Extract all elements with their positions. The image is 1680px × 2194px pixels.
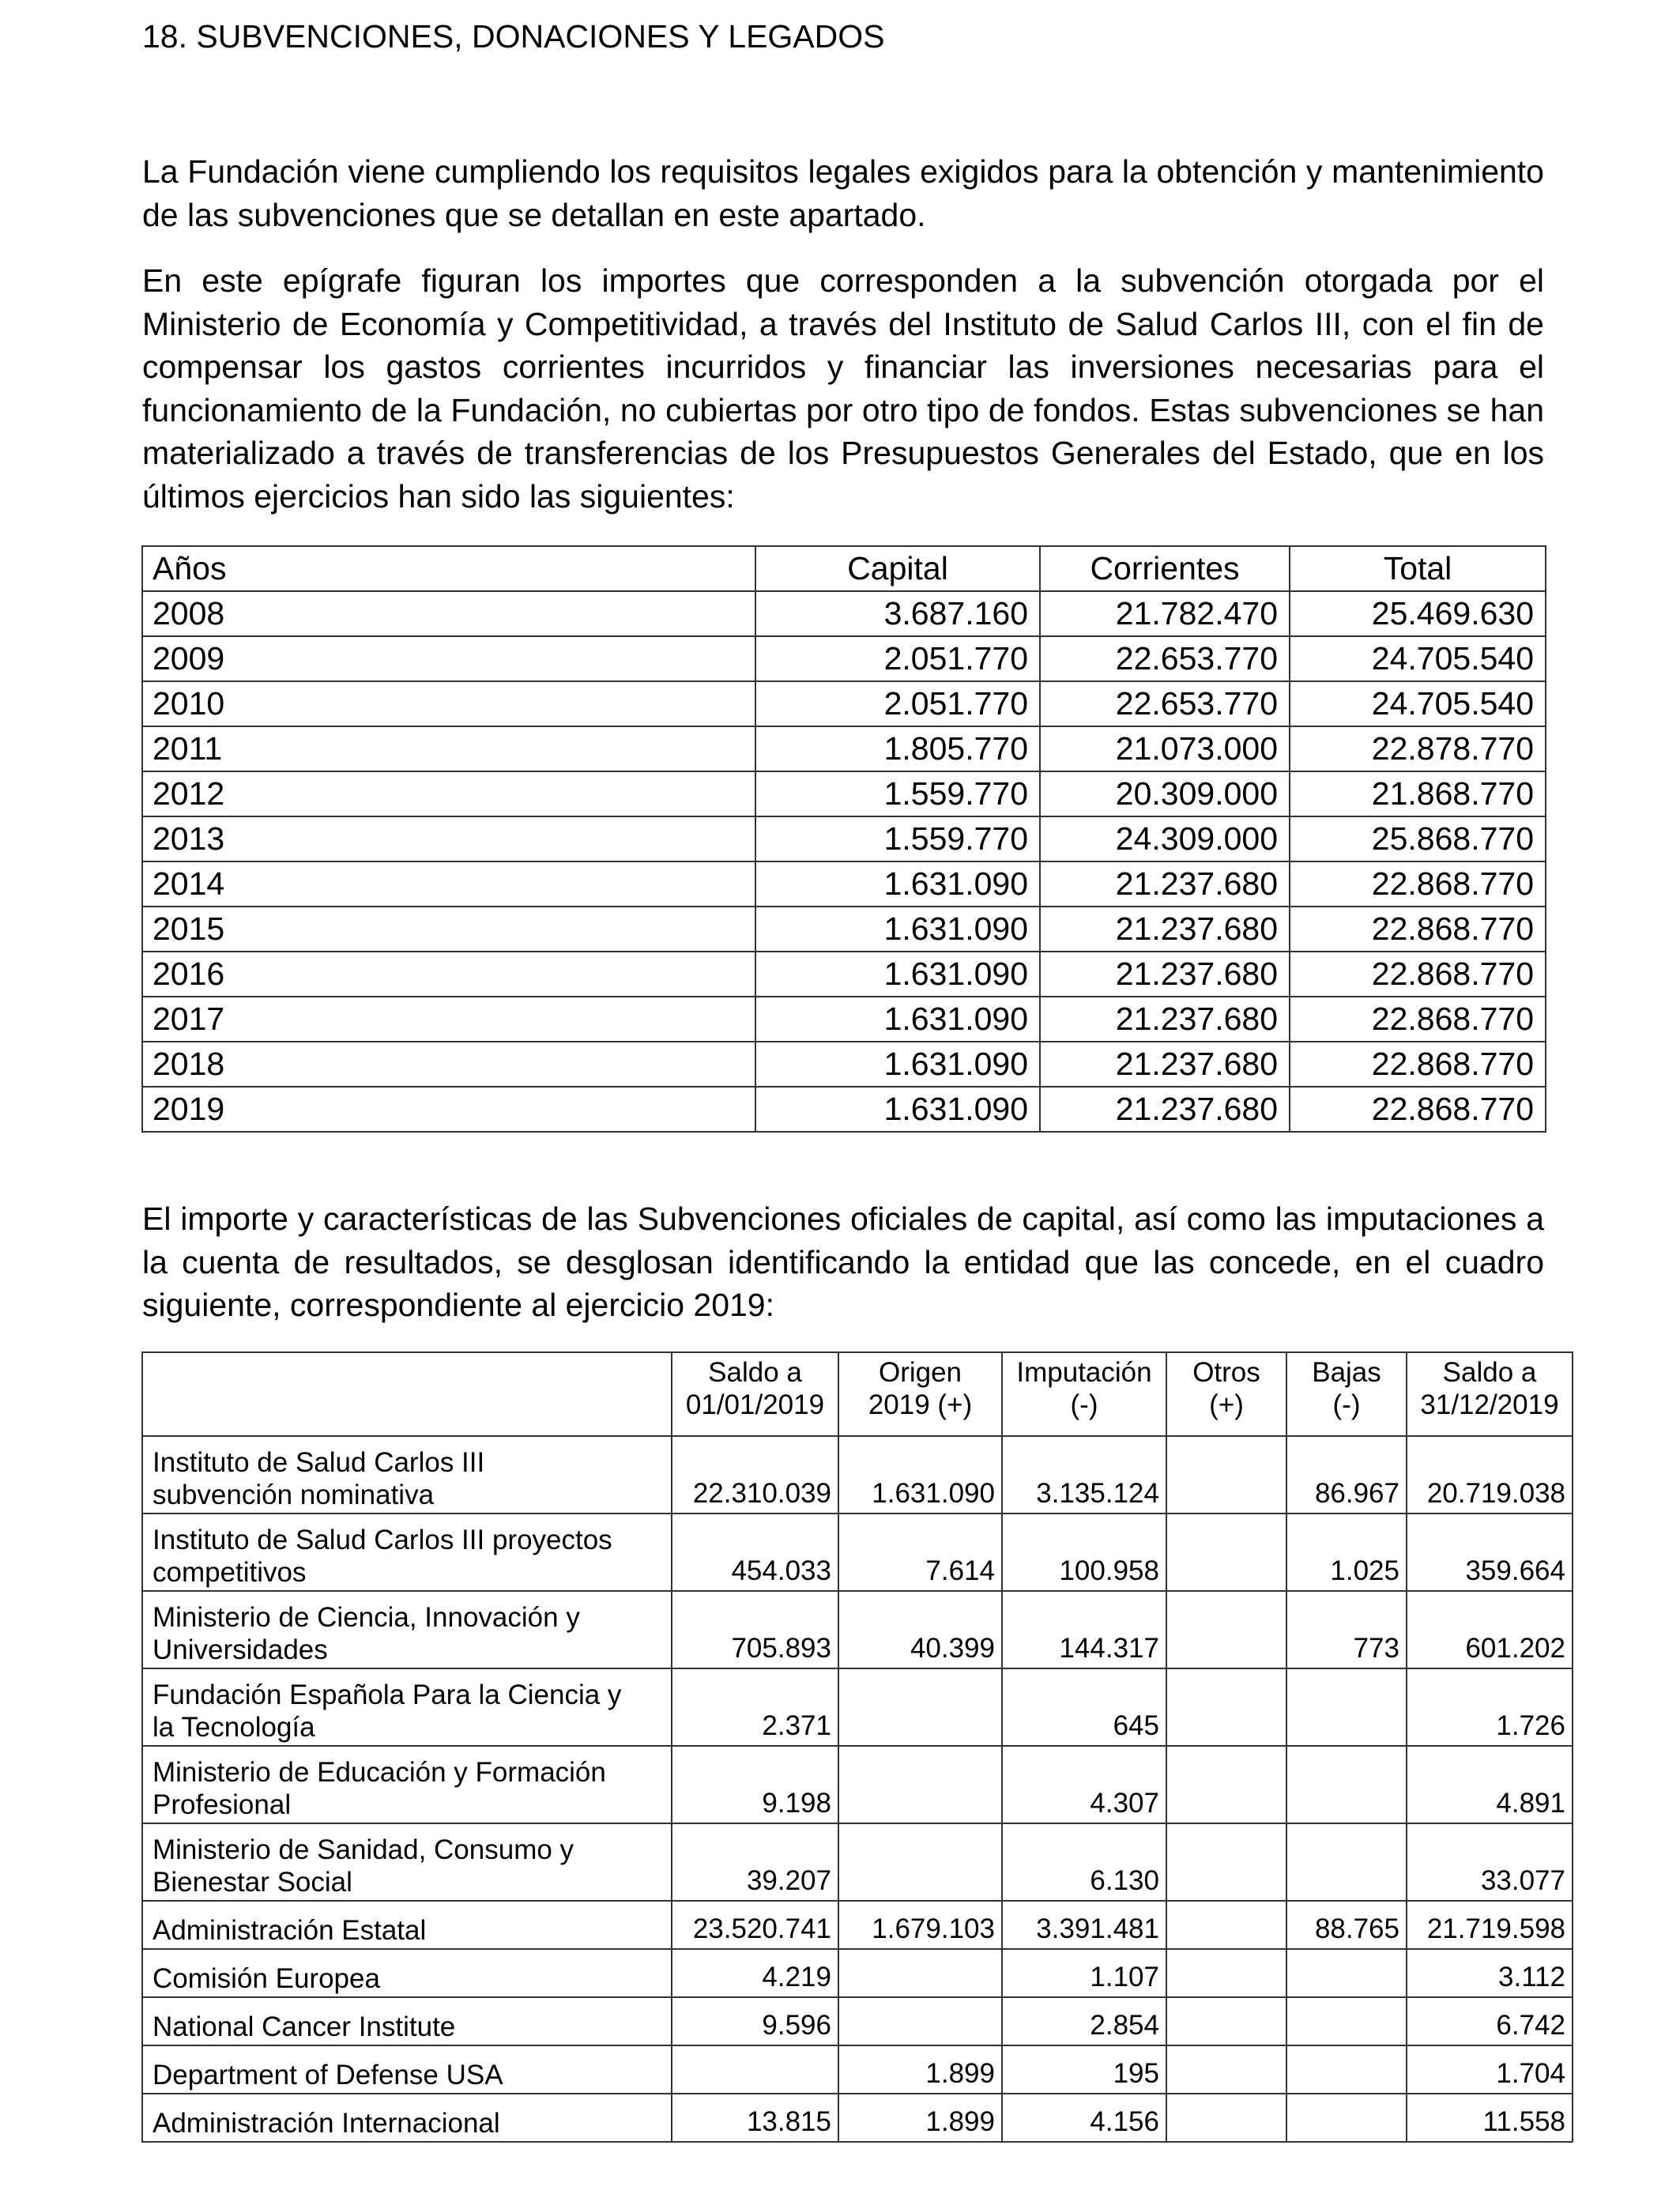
- table-row: [142, 1949, 1573, 1997]
- amount-cell: [1286, 1668, 1407, 1746]
- amount-cell: 22.868.770: [1290, 1087, 1546, 1132]
- column-header-line: Saldo a: [708, 1357, 802, 1388]
- year-cell: 2014: [142, 861, 755, 907]
- amount-cell: [1166, 2045, 1286, 2094]
- amount-cell: 144.317: [1002, 1591, 1166, 1668]
- table-row: [142, 726, 1546, 771]
- amount-cell: 25.469.630: [1290, 591, 1546, 636]
- entity-name-line: Profesional: [153, 1789, 292, 1820]
- header-capital: Capital: [755, 546, 1040, 591]
- table-row: [142, 952, 1546, 997]
- column-header-line: (+): [1209, 1389, 1244, 1420]
- entity-name-line: Universidades: [153, 1634, 328, 1665]
- entity-name-cell: [142, 1668, 672, 1746]
- amount-cell: 22.653.770: [1040, 681, 1290, 726]
- amount-cell: 25.868.770: [1290, 816, 1546, 861]
- amount-cell: 1.899: [838, 2094, 1002, 2142]
- amount-cell: 705.893: [672, 1591, 838, 1668]
- amount-cell: 22.868.770: [1290, 997, 1546, 1042]
- amount-cell: 21.237.680: [1040, 952, 1290, 997]
- table-row: [142, 2094, 1573, 2142]
- amount-cell: [1166, 1949, 1286, 1997]
- table-row: [142, 1436, 1573, 1514]
- amount-cell: 13.815: [672, 2094, 838, 2142]
- amount-cell: 9.596: [672, 1997, 838, 2045]
- amount-cell: 11.558: [1407, 2094, 1573, 2142]
- amount-cell: 21.237.680: [1040, 997, 1290, 1042]
- year-cell: 2017: [142, 997, 755, 1042]
- amount-cell: 21.237.680: [1040, 861, 1290, 907]
- column-header-line: Imputación: [1016, 1357, 1152, 1388]
- table-row: [142, 2045, 1573, 2094]
- amount-cell: 1.726: [1407, 1668, 1573, 1746]
- year-cell: 2009: [142, 636, 755, 681]
- column-header: [142, 1352, 672, 1436]
- amount-cell: 33.077: [1407, 1823, 1573, 1901]
- entity-name-cell: [142, 1823, 672, 1901]
- entity-name-line: la Tecnología: [153, 1712, 315, 1743]
- amount-cell: 22.868.770: [1290, 1042, 1546, 1087]
- amount-cell: 3.391.481: [1002, 1901, 1166, 1949]
- amount-cell: 1.899: [838, 2045, 1002, 2094]
- amount-cell: [1166, 2094, 1286, 2142]
- amount-cell: [1286, 1949, 1407, 1997]
- column-header: [672, 1352, 838, 1436]
- amount-cell: 2.854: [1002, 1997, 1166, 2045]
- amount-cell: 22.878.770: [1290, 726, 1546, 771]
- column-header-line: Otros: [1192, 1357, 1260, 1388]
- amount-cell: 1.025: [1286, 1514, 1407, 1591]
- amount-cell: 20.309.000: [1040, 771, 1290, 816]
- amount-cell: [1286, 2045, 1407, 2094]
- amount-cell: 22.868.770: [1290, 861, 1546, 907]
- year-cell: 2013: [142, 816, 755, 861]
- amount-cell: 601.202: [1407, 1591, 1573, 1668]
- table-row: [142, 1042, 1546, 1087]
- table-row: [142, 907, 1546, 952]
- year-cell: 2018: [142, 1042, 755, 1087]
- entity-name-line: subvención nominativa: [153, 1480, 435, 1510]
- amount-cell: 21.237.680: [1040, 1087, 1290, 1132]
- column-header: [1407, 1352, 1573, 1436]
- amount-cell: 21.782.470: [1040, 591, 1290, 636]
- amount-cell: 22.310.039: [672, 1436, 838, 1514]
- amount-cell: 3.112: [1407, 1949, 1573, 1997]
- amount-cell: 1.631.090: [755, 952, 1040, 997]
- year-cell: 2019: [142, 1087, 755, 1132]
- amount-cell: 1.704: [1407, 2045, 1573, 2094]
- amount-cell: [1286, 1997, 1407, 2045]
- entity-name-line: National Cancer Institute: [153, 2011, 456, 2042]
- amount-cell: 773: [1286, 1591, 1407, 1668]
- intro-paragraph: La Fundación viene cumpliendo los requisitos legales exigidos para la obtención y mantenimiento de las subvenciones que se detallan en este apartado.: [142, 153, 1544, 233]
- table-row: [142, 1087, 1546, 1132]
- amount-cell: 454.033: [672, 1514, 838, 1591]
- section-heading: 18. SUBVENCIONES, DONACIONES Y LEGADOS: [142, 18, 885, 55]
- amount-cell: [672, 2045, 838, 2094]
- amount-cell: 22.868.770: [1290, 952, 1546, 997]
- column-header-line: 01/01/2019: [685, 1389, 825, 1420]
- entity-name-line: Ministerio de Educación y Formación: [153, 1757, 606, 1788]
- table-row: [142, 636, 1546, 681]
- column-header-line: Saldo a: [1442, 1357, 1537, 1388]
- amount-cell: [838, 1997, 1002, 2045]
- amount-cell: 7.614: [838, 1514, 1002, 1591]
- amount-cell: 1.805.770: [755, 726, 1040, 771]
- amount-cell: [1166, 1591, 1286, 1668]
- column-header-line: 31/12/2019: [1420, 1389, 1559, 1420]
- entity-name-line: competitivos: [153, 1557, 307, 1588]
- amount-cell: 6.130: [1002, 1823, 1166, 1901]
- table-row: [142, 1514, 1573, 1591]
- entity-name-cell: [142, 1901, 672, 1949]
- entity-name-line: Bienestar Social: [153, 1867, 352, 1898]
- table-row: [142, 816, 1546, 861]
- amount-cell: 86.967: [1286, 1436, 1407, 1514]
- amount-cell: 3.687.160: [755, 591, 1040, 636]
- amount-cell: 4.219: [672, 1949, 838, 1997]
- amount-cell: [1286, 1823, 1407, 1901]
- amount-cell: 3.135.124: [1002, 1436, 1166, 1514]
- column-header: [1166, 1352, 1286, 1436]
- amount-cell: 2.051.770: [755, 636, 1040, 681]
- amount-cell: [1166, 1514, 1286, 1591]
- amount-cell: [1166, 1997, 1286, 2045]
- entity-name-line: Instituto de Salud Carlos III: [153, 1447, 485, 1478]
- year-cell: 2008: [142, 591, 755, 636]
- amount-cell: 2.371: [672, 1668, 838, 1746]
- amount-cell: 1.107: [1002, 1949, 1166, 1997]
- amount-cell: 4.156: [1002, 2094, 1166, 2142]
- amount-cell: [1166, 1823, 1286, 1901]
- column-header-line: (-): [1332, 1389, 1361, 1420]
- entity-name-cell: [142, 1997, 672, 2045]
- column-header-line: (-): [1070, 1389, 1098, 1420]
- amount-cell: 6.742: [1407, 1997, 1573, 2045]
- amount-cell: [1166, 1436, 1286, 1514]
- column-header-line: Bajas: [1312, 1357, 1381, 1388]
- entity-name-cell: [142, 1514, 672, 1591]
- amount-cell: [838, 1949, 1002, 1997]
- amount-cell: [1166, 1746, 1286, 1823]
- amount-cell: [1166, 1668, 1286, 1746]
- column-header-line: Origen: [878, 1357, 962, 1388]
- description-paragraph: En este epígrafe figuran los importes que corresponden a la subvención otorgada por el Ministerio de Economía y Competitividad, a través del Instituto de Salud Carlos III, con el fin de compensar los gastos corrientes incurridos y financiar las inversiones necesarias para el funcionamiento de la Fundación, no cubiertas por otro tipo de fondos. Estas subvenciones se han materializado a través de transferencias de los Presupuestos Generales del Estado, que en los últimos ejercicios han sido las siguientes:: [142, 262, 1544, 515]
- table-row: [142, 1668, 1573, 1746]
- amount-cell: 24.309.000: [1040, 816, 1290, 861]
- table-row: [142, 771, 1546, 816]
- table-row: [142, 1997, 1573, 2045]
- amount-cell: 21.237.680: [1040, 1042, 1290, 1087]
- entity-name-line: Ministerio de Ciencia, Innovación y: [153, 1602, 580, 1633]
- table-header-row: [142, 546, 1546, 591]
- amount-cell: [838, 1668, 1002, 1746]
- capital-subsidies-table: [141, 1351, 1573, 2143]
- entity-name-cell: [142, 1591, 672, 1668]
- entity-name-line: Administración Internacional: [153, 2108, 500, 2139]
- table-header-row: [142, 1352, 1573, 1436]
- entity-name-line: Fundación Española Para la Ciencia y: [153, 1679, 622, 1710]
- table-row: [142, 1901, 1573, 1949]
- amount-cell: 24.705.540: [1290, 681, 1546, 726]
- amount-cell: 4.307: [1002, 1746, 1166, 1823]
- year-cell: 2010: [142, 681, 755, 726]
- amount-cell: 195: [1002, 2045, 1166, 2094]
- amount-cell: 1.559.770: [755, 816, 1040, 861]
- amount-cell: 1.631.090: [755, 907, 1040, 952]
- column-header: [838, 1352, 1002, 1436]
- table-row: [142, 997, 1546, 1042]
- amount-cell: 9.198: [672, 1746, 838, 1823]
- amount-cell: 40.399: [838, 1591, 1002, 1668]
- entity-name-cell: [142, 1746, 672, 1823]
- header-corrientes: Corrientes: [1040, 546, 1290, 591]
- entity-name-line: Comisión Europea: [153, 1963, 380, 1994]
- amount-cell: 39.207: [672, 1823, 838, 1901]
- amount-cell: 24.705.540: [1290, 636, 1546, 681]
- amount-cell: 1.631.090: [755, 1087, 1040, 1132]
- amount-cell: 1.631.090: [755, 861, 1040, 907]
- year-cell: 2012: [142, 771, 755, 816]
- table-row: [142, 591, 1546, 636]
- amount-cell: [838, 1746, 1002, 1823]
- table-row: [142, 861, 1546, 907]
- amount-cell: 21.073.000: [1040, 726, 1290, 771]
- amount-cell: 1.631.090: [755, 1042, 1040, 1087]
- year-cell: 2015: [142, 907, 755, 952]
- entity-name-cell: [142, 1949, 672, 1997]
- table-row: [142, 681, 1546, 726]
- amount-cell: 1.631.090: [755, 997, 1040, 1042]
- entity-name-line: Administración Estatal: [153, 1915, 427, 1946]
- entity-name-line: Department of Defense USA: [153, 2060, 503, 2090]
- amount-cell: 100.958: [1002, 1514, 1166, 1591]
- header-total: Total: [1290, 546, 1546, 591]
- year-cell: 2011: [142, 726, 755, 771]
- amount-cell: [838, 1823, 1002, 1901]
- entity-name-line: Ministerio de Sanidad, Consumo y: [153, 1834, 574, 1865]
- table-row: [142, 1823, 1573, 1901]
- entity-name-cell: [142, 1436, 672, 1514]
- amount-cell: 2.051.770: [755, 681, 1040, 726]
- amount-cell: 1.679.103: [838, 1901, 1002, 1949]
- amount-cell: 20.719.038: [1407, 1436, 1573, 1514]
- year-cell: 2016: [142, 952, 755, 997]
- entity-name-line: Instituto de Salud Carlos III proyectos: [153, 1525, 612, 1555]
- amount-cell: [1286, 1746, 1407, 1823]
- annual-subsidies-table: [141, 545, 1546, 1133]
- amount-cell: 23.520.741: [672, 1901, 838, 1949]
- column-header: [1002, 1352, 1166, 1436]
- amount-cell: 359.664: [1407, 1514, 1573, 1591]
- amount-cell: [1286, 2094, 1407, 2142]
- amount-cell: 21.868.770: [1290, 771, 1546, 816]
- header-years: Años: [142, 546, 755, 591]
- amount-cell: 1.631.090: [838, 1436, 1002, 1514]
- column-header: [1286, 1352, 1407, 1436]
- amount-cell: 88.765: [1286, 1901, 1407, 1949]
- column-header-line: 2019 (+): [868, 1389, 973, 1420]
- amount-cell: 22.868.770: [1290, 907, 1546, 952]
- entity-name-cell: [142, 2094, 672, 2142]
- amount-cell: 4.891: [1407, 1746, 1573, 1823]
- amount-cell: 21.719.598: [1407, 1901, 1573, 1949]
- amount-cell: 645: [1002, 1668, 1166, 1746]
- amount-cell: 21.237.680: [1040, 907, 1290, 952]
- table-row: [142, 1746, 1573, 1823]
- table-row: [142, 1591, 1573, 1668]
- amount-cell: 22.653.770: [1040, 636, 1290, 681]
- amount-cell: [1166, 1901, 1286, 1949]
- entity-name-cell: [142, 2045, 672, 2094]
- amount-cell: 1.559.770: [755, 771, 1040, 816]
- capital-subsidies-paragraph: El importe y características de las Subvenciones oficiales de capital, así como las imputaciones a la cuenta de resultados, se desglosan identificando la entidad que las concede, en el cuadro siguiente, correspondiente al ejercicio 2019:: [142, 1201, 1544, 1324]
